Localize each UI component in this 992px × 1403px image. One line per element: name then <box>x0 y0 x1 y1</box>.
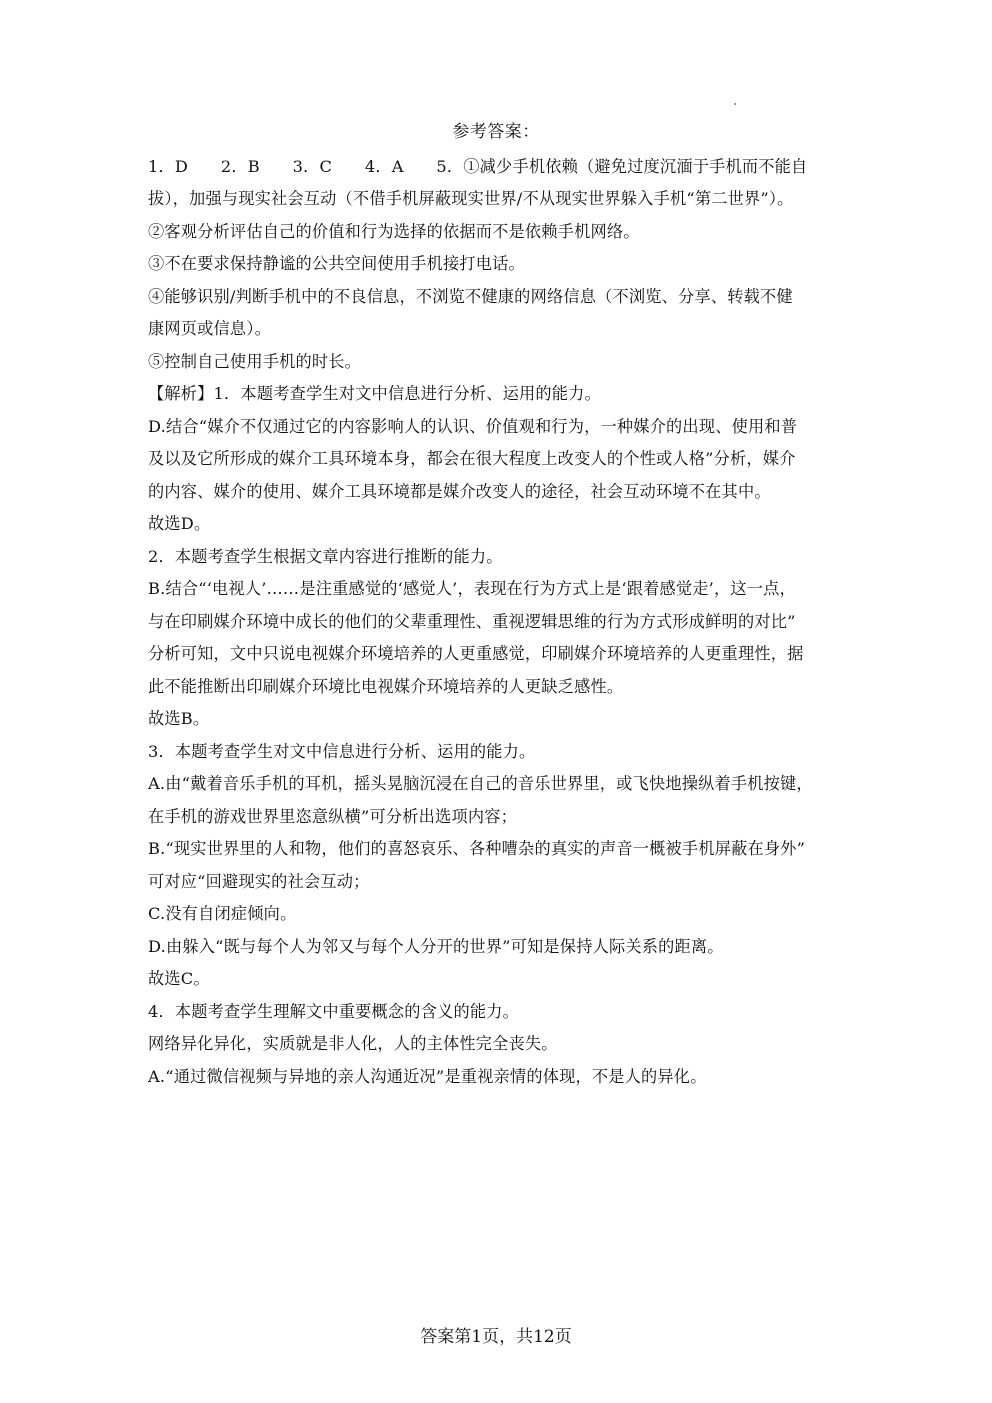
text-line: ③不在要求保持静谧的公共空间使用手机接打电话。 <box>148 254 525 274</box>
text-line: B.结合“‘电视人’……是注重感觉的‘感觉人’，表现在行为方式上是‘跟着感觉走’，这一点， <box>148 579 796 599</box>
text-line: B.“现实世界里的人和物，他们的喜怒哀乐、各种嘈杂的真实的声音一概被手机屏蔽在身外” <box>148 839 806 859</box>
text-line: A.“通过微信视频与异地的亲人沟通近况”是重视亲情的体现，不是人的异化。 <box>148 1066 707 1086</box>
text-line: 4．本题考查学生理解文中重要概念的含义的能力。 <box>148 1001 520 1021</box>
text-line: 康网页或信息）。 <box>148 319 271 339</box>
text-line: 可对应“回避现实的社会互动； <box>148 871 370 891</box>
text-line: ⑤控制自己使用手机的时长。 <box>148 351 362 371</box>
text-line: 故选B。 <box>148 709 210 729</box>
text-line: 2．本题考查学生根据文章内容进行推断的能力。 <box>148 546 503 566</box>
text-line: A.由“戴着音乐手机的耳机，摇头晃脑沉浸在自己的音乐世界里，或飞快地操纵着手机按键， <box>148 774 813 794</box>
text-line: 此不能推断出印刷媒介环境比电视媒介环境培养的人更缺乏感性。 <box>148 676 624 696</box>
text-line: 【解析】1．本题考查学生对文中信息进行分析、运用的能力。 <box>148 384 601 404</box>
text-line: ④能够识别/判断手机中的不良信息，不浏览不健康的网络信息（不浏览、分享、转载不健 <box>148 286 793 306</box>
text-line: 在手机的游戏世界里恣意纵横”可分析出选项内容； <box>148 806 517 826</box>
text-line: D.结合“媒介不仅通过它的内容影响人的认识、价值观和行为，一种媒介的出现、使用和普 <box>148 416 798 436</box>
text-line: 故选C。 <box>148 969 210 989</box>
answer-body <box>148 151 848 1092</box>
text-line: 的内容、媒介的使用、媒介工具环境都是媒介改变人的途径，社会互动环境不在其中。 <box>148 481 771 501</box>
text-line: 拔），加强与现实社会互动（不借手机屏蔽现实世界/不从现实世界躲入手机“第二世界”）。 <box>148 189 794 209</box>
text-line: 及以及它所形成的媒介工具环境本身，都会在很大程度上改变人的个性或人格”分析，媒介 <box>148 449 796 469</box>
text-line: ②客观分析评估自己的价值和行为选择的依据而不是依赖手机网络。 <box>148 221 640 241</box>
text-line: 与在印刷媒介环境中成长的他们的父辈重理性、重视逻辑思维的行为方式形成鲜明的对比” <box>148 611 796 631</box>
text-line: 网络异化异化，实质就是非人化，人的主体性完全丧失。 <box>148 1034 558 1054</box>
page-title: 参考答案： <box>452 122 540 142</box>
text-line: 1．D 2．B 3．C 4．A 5．①减少手机依赖（避免过度沉湎于手机而不能自 <box>148 157 808 176</box>
text-line: C.没有自闭症倾向。 <box>148 904 297 924</box>
text-line: 分析可知，文中只说电视媒介环境培养的人更重感觉，印刷媒介环境培养的人更重理性，据 <box>148 644 804 664</box>
text-line: D.由躲入“既与每个人为邻又与每个人分开的世界”可知是保持人际关系的距离。 <box>148 936 724 956</box>
text-line: 3．本题考查学生对文中信息进行分析、运用的能力。 <box>148 741 536 761</box>
text-line: 故选D。 <box>148 514 211 534</box>
corner-mark <box>734 103 736 105</box>
page-footer: 答案第1页，共12页 <box>420 1327 572 1347</box>
